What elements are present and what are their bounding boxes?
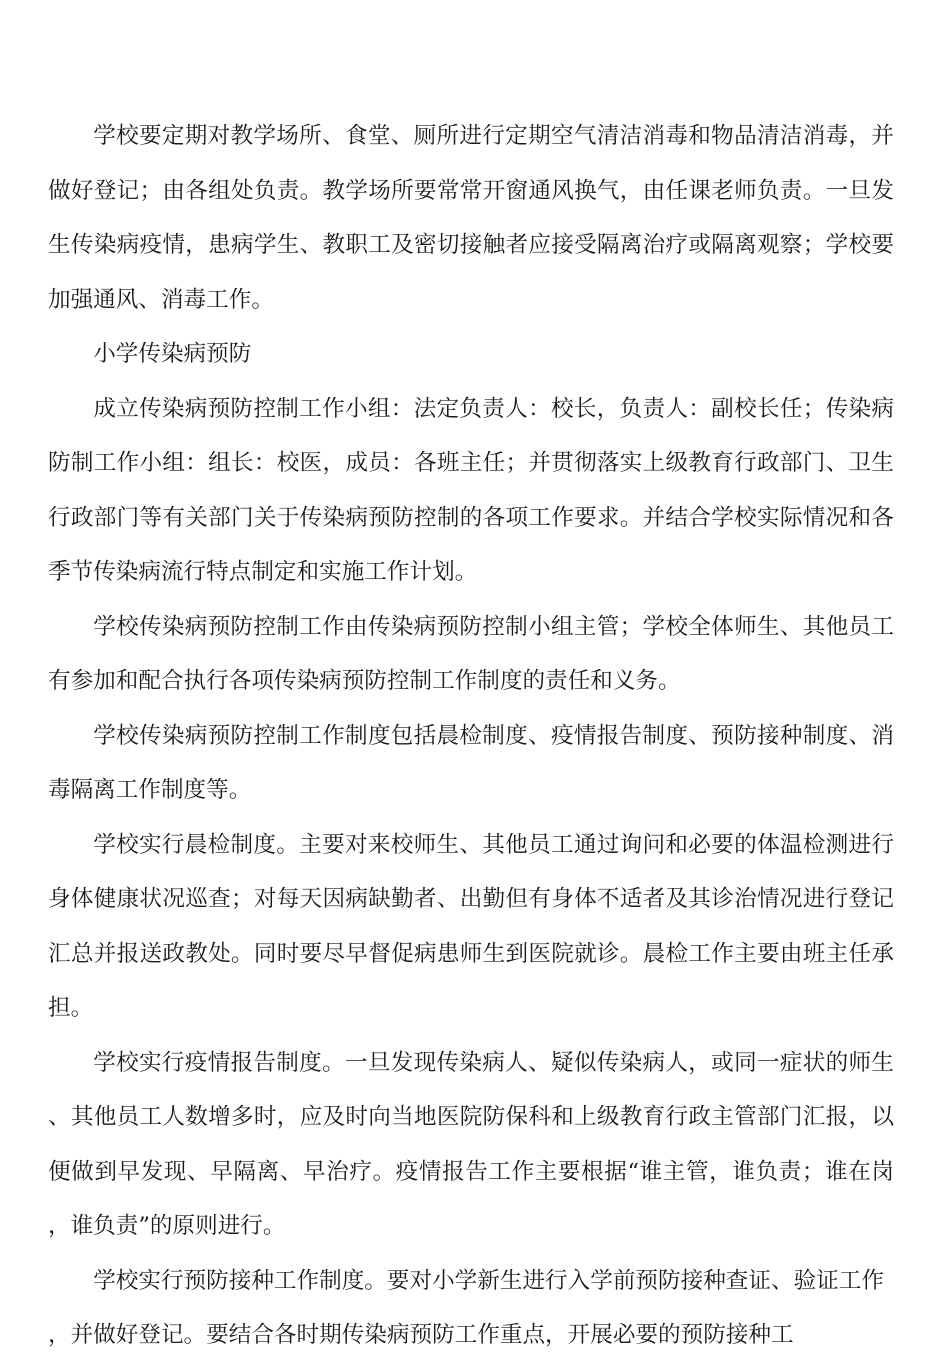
- paragraph-system-overview: 学校传染病预防控制工作制度包括晨检制度、疫情报告制度、预防接种制度、消毒隔离工作制度等。: [48, 722, 894, 803]
- paragraph-vaccination: 学校实行预防接种工作制度。要对小学新生进行入学前预防接种查证、验证工作，并做好登记。要结合各时期传染病预防工作重点，开展必要的预防接种工: [48, 1267, 884, 1348]
- section-heading: 小学传染病预防: [93, 341, 252, 367]
- paragraph-responsibility: 学校传染病预防控制工作由传染病预防控制小组主管；学校全体师生、其他员工有参加和配合执行各项传染病预防控制工作制度的责任和义务。: [48, 613, 894, 694]
- paragraph-morning-check: 学校实行晨检制度。主要对来校师生、其他员工通过询问和必要的体温检测进行身体健康状况巡查；对每天因病缺勤者、出勤但有身体不适者及其诊治情况进行登记汇总并报送政教处。同时要尽早督促病患师生到医院就诊。晨检工作主要由班主任承担。: [48, 831, 894, 1021]
- paragraph-disinfection: 学校要定期对教学场所、食堂、厕所进行定期空气清洁消毒和物品清洁消毒，并做好登记；由各组处负责。教学场所要常常开窗通风换气，由任课老师负责。一旦发生传染病疫情，患病学生、教职工及密切接触者应接受隔离治疗或隔离观察；学校要加强通风、消毒工作。: [48, 123, 894, 313]
- document-page: [48, 109, 894, 1363]
- paragraph-epidemic-report: 学校实行疫情报告制度。一旦发现传染病人、疑似传染病人，或同一症状的师生、其他员工人数增多时，应及时向当地医院防保科和上级教育行政主管部门汇报，以便做到早发现、早隔离、早治疗。疫情报告工作主要根据“谁主管，谁负责；谁在岗，谁负责”的原则进行。: [48, 1049, 894, 1239]
- paragraph-working-group: 成立传染病预防控制工作小组：法定负责人：校长，负责人：副校长任；传染病防制工作小组：组长：校医，成员：各班主任；并贯彻落实上级教育行政部门、卫生行政部门等有关部门关于传染病预防控制的各项工作要求。并结合学校实际情况和各季节传染病流行特点制定和实施工作计划。: [48, 395, 894, 585]
